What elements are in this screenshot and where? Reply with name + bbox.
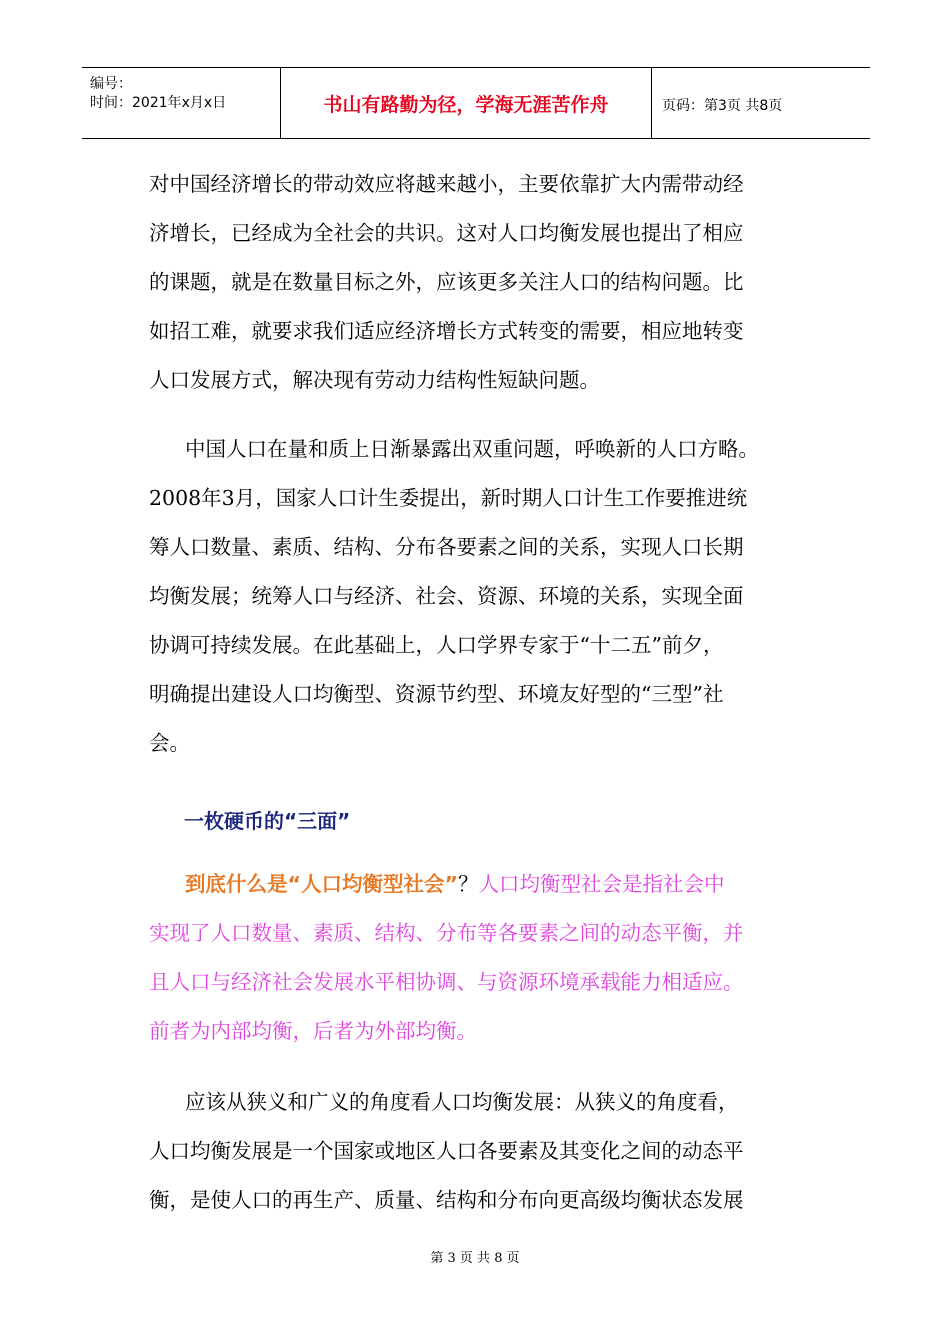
question-text: 到底什么是“人口均衡型社会” — [185, 872, 458, 896]
text-line: 筹人口数量、素质、结构、分布各要素之间的关系，实现人口长期 — [149, 535, 744, 559]
paragraph-2 — [149, 425, 799, 768]
header-motto-cell — [281, 68, 652, 138]
header-page-info: 页码：第3页 共8页 — [662, 98, 783, 114]
document-number-label: 编号： — [90, 76, 132, 92]
text-line: 济增长，已经成为全社会的共识。这对人口均衡发展也提出了相应 — [149, 221, 744, 245]
text-line: 均衡发展；统筹人口与经济、社会、资源、环境的关系，实现全面 — [149, 584, 744, 608]
text-line: 2008年3月，国家人口计生委提出，新时期人口计生工作要推进统 — [149, 486, 748, 510]
text-line: 的课题，就是在数量目标之外，应该更多关注人口的结构问题。比 — [149, 270, 744, 294]
page-footer: 第 3 页 共 8 页 — [430, 1251, 520, 1266]
document-date-label: 时间：2021年x月x日 — [90, 95, 227, 111]
definition-text: 人口均衡型社会是指社会中 — [478, 872, 725, 896]
header-motto: 书山有路勤为径，学海无涯苦作舟 — [323, 94, 609, 116]
text-line: 前者为内部均衡，后者为外部均衡。 — [149, 1019, 477, 1043]
section-heading: 一枚硬币的“三面” — [184, 809, 351, 833]
question-mark: ？ — [457, 872, 479, 896]
text-line: 协调可持续发展。在此基础上，人口学界专家于“十二五”前夕， — [149, 633, 724, 657]
text-line: 且人口与经济社会发展水平相协调、与资源环境承载能力相适应。 — [149, 970, 744, 994]
text-line: 人口发展方式，解决现有劳动力结构性短缺问题。 — [149, 368, 600, 392]
text-line: 衡，是使人口的再生产、质量、结构和分布向更高级均衡状态发展 — [149, 1188, 744, 1212]
header-meta-cell — [82, 68, 281, 138]
paragraph-4 — [149, 1078, 799, 1225]
text-line: 应该从狭义和广义的角度看人口均衡发展：从狭义的角度看， — [185, 1090, 739, 1114]
text-line: 如招工难，就要求我们适应经济增长方式转变的需要，相应地转变 — [149, 319, 744, 343]
text-line: 对中国经济增长的带动效应将越来越小，主要依靠扩大内需带动经 — [149, 172, 744, 196]
text-line: 中国人口在量和质上日渐暴露出双重问题，呼唤新的人口方略。 — [185, 437, 759, 461]
text-line: 会。 — [149, 731, 190, 755]
paragraph-1 — [149, 160, 799, 405]
text-line: 实现了人口数量、素质、结构、分布等各要素之间的动态平衡，并 — [149, 921, 744, 945]
paragraph-3 — [149, 860, 799, 1056]
text-line: 人口均衡发展是一个国家或地区人口各要素及其变化之间的动态平 — [149, 1139, 744, 1163]
page-header — [82, 67, 870, 139]
text-line: 明确提出建设人口均衡型、资源节约型、环境友好型的“三型”社 — [149, 682, 724, 706]
header-page-cell — [652, 68, 870, 138]
text-line — [149, 860, 799, 909]
